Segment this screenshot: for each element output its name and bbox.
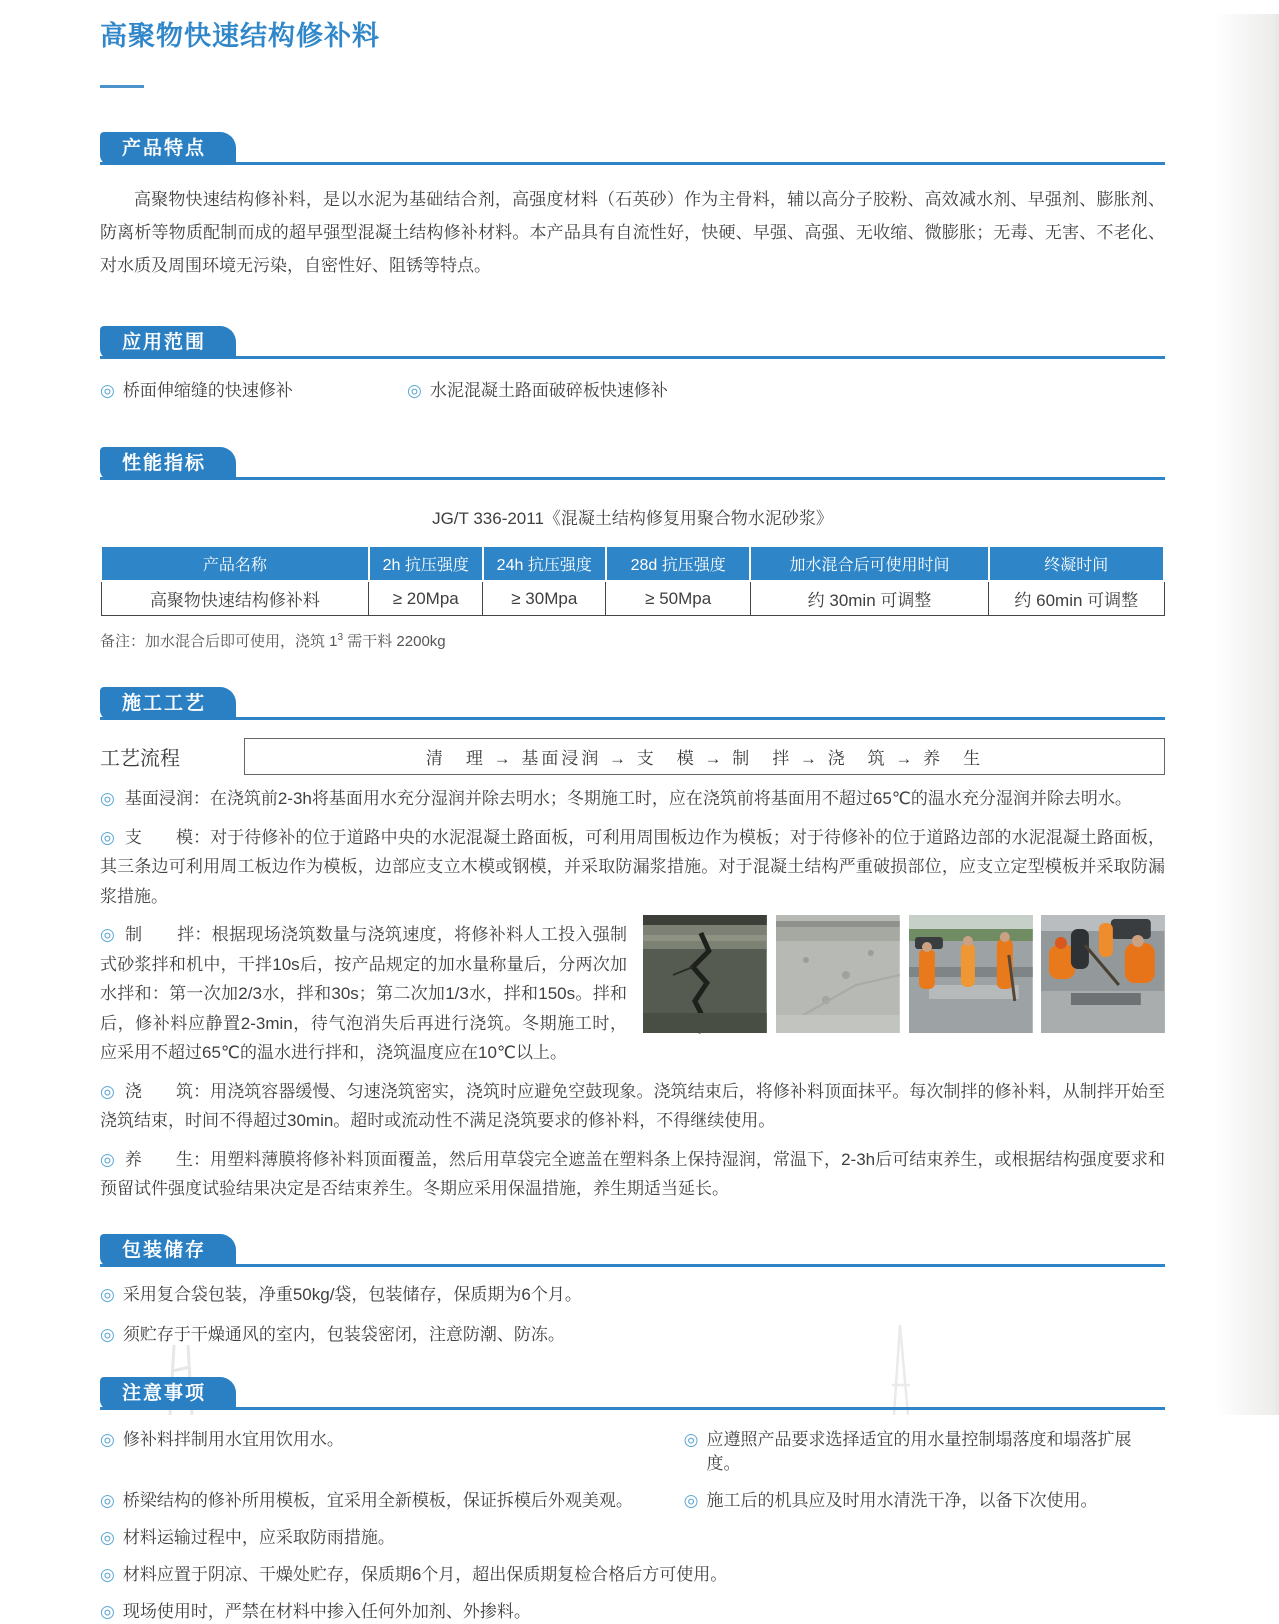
page-title: 高聚物快速结构修补料 <box>100 21 380 51</box>
table-cell: ≥ 20Mpa <box>369 581 483 616</box>
note-item-text: 现场使用时，严禁在材料中掺入任何外加剂、外掺料。 <box>122 1601 531 1621</box>
application-text: 桥面伸缩缝的快速修补 <box>122 381 293 400</box>
note-item-text: 修补料拌制用水宜用饮用水。 <box>122 1429 344 1449</box>
table-header-row <box>101 546 1164 581</box>
table-note <box>100 630 1165 651</box>
section-tab-packaging: 包装储存 <box>100 1234 236 1267</box>
table-cell: ≥ 30Mpa <box>483 581 606 616</box>
bullseye-bullet-icon: ◎ <box>683 1490 699 1510</box>
section-notes <box>100 1377 1165 1624</box>
bullseye-bullet-icon: ◎ <box>100 1429 115 1449</box>
section-tab-features: 产品特点 <box>100 132 236 165</box>
table-cell: ≥ 50Mpa <box>606 581 751 616</box>
table-cell: 约 30min 可调整 <box>750 581 988 616</box>
photo-workers-road-repair <box>909 915 1033 1033</box>
flow-diagram: 清 理 → 基面浸润 → 支 模 → 制 拌 → 浇 筑 → 养 生 <box>244 738 1165 775</box>
notes-two-column <box>100 1428 1165 1513</box>
note-item-text: 施工后的机具应及时用水清洗干净，以备下次使用。 <box>706 1490 1098 1510</box>
section-performance <box>100 447 1165 651</box>
flow-label: 工艺流程 <box>100 748 180 770</box>
note-text: 需干料 2200kg <box>343 633 446 650</box>
table-cell: 高聚物快速结构修补料 <box>101 581 369 616</box>
photo-workers-placing-mortar <box>1041 915 1165 1033</box>
table-header-cell: 24h 抗压强度 <box>483 546 606 581</box>
bullseye-bullet-icon: ◎ <box>100 1149 115 1169</box>
process-step <box>100 823 1165 912</box>
standard-reference: JG/T 336-2011《混凝土结构修复用聚合物水泥砂浆》 <box>432 509 833 528</box>
section-header-performance <box>100 447 1165 480</box>
step-label: 支 模： <box>124 827 211 847</box>
application-item <box>100 379 407 403</box>
note-item <box>100 1489 684 1513</box>
table-header-cell: 加水混合后可使用时间 <box>750 546 988 581</box>
section-features <box>100 132 1165 282</box>
section-header-features <box>100 132 1165 165</box>
packaging-text: 须贮存于干燥通风的室内，包装袋密闭，注意防潮、防冻。 <box>122 1324 565 1344</box>
note-superscript: 3 <box>337 632 344 643</box>
section-process <box>100 687 1165 1204</box>
note-item <box>100 1428 684 1476</box>
section-header-notes <box>100 1377 1165 1410</box>
note-item <box>100 1600 1165 1624</box>
process-step <box>100 784 1165 814</box>
title-underline <box>100 85 144 88</box>
note-item <box>100 1526 1165 1550</box>
step-label: 基面浸润： <box>124 789 210 808</box>
applications-list <box>100 379 1165 403</box>
process-step <box>100 1077 1165 1136</box>
bullseye-bullet-icon: ◎ <box>100 1284 115 1304</box>
application-text: 水泥混凝土路面破碎板快速修补 <box>429 381 668 400</box>
process-flow-row <box>100 738 1165 775</box>
section-header-applications <box>100 326 1165 359</box>
note-item <box>684 1428 1165 1476</box>
note-item-text: 应遵照产品要求选择适宜的用水量控制塌落度和塌落扩展度。 <box>706 1429 1132 1473</box>
bullseye-bullet-icon: ◎ <box>100 925 116 944</box>
section-tab-applications: 应用范围 <box>100 326 236 359</box>
table-header-cell: 产品名称 <box>101 546 369 581</box>
bullseye-bullet-icon: ◎ <box>100 381 115 400</box>
section-header-process <box>100 687 1165 720</box>
bullseye-bullet-icon: ◎ <box>100 1490 115 1510</box>
table-header-cell: 28d 抗压强度 <box>606 546 751 581</box>
section-header-packaging <box>100 1234 1165 1267</box>
note-item <box>100 1563 1165 1587</box>
photo-cracked-dark-pavement <box>643 915 767 1033</box>
section-applications <box>100 326 1165 403</box>
bullseye-bullet-icon: ◎ <box>407 381 422 400</box>
application-item <box>407 379 668 403</box>
bullseye-bullet-icon: ◎ <box>100 827 115 847</box>
note-item-text: 桥梁结构的修补所用模板，宜采用全新模板，保证拆模后外观美观。 <box>122 1490 633 1510</box>
note-item-text: 材料运输过程中，应采取防雨措施。 <box>122 1527 395 1547</box>
section-tab-notes: 注意事项 <box>100 1377 236 1410</box>
product-datasheet-page <box>0 14 1279 1621</box>
step-text: 用塑料薄膜将修补料顶面覆盖，然后用草袋完全遮盖在塑料条上保持湿润，常温下，2-3h后可结束养生，或根据结构强度要求和预留试件强度试验结果决定是否结束养生。冬期应采用保温措施，养生期适当延长。 <box>100 1149 1165 1198</box>
bullseye-bullet-icon: ◎ <box>100 789 115 808</box>
step-text: 在浇筑前2-3h将基面用水充分湿润并除去明水；冬期施工时，应在浇筑前将基面用不超过65℃的温水充分湿润并除去明水。 <box>209 789 1132 808</box>
section-packaging <box>100 1234 1165 1347</box>
step-text: 对于待修补的位于道路中央的水泥混凝土路面板，可利用周围板边作为模板；对于待修补的位于道路边部的水泥混凝土路面板，其三条边可利用周工板边作为模板，边部应支立木模或钢模，并采取防漏浆措施。对于混凝土结构严重破损部位，应支立定型模板并采取防漏浆措施。 <box>100 827 1165 906</box>
table-header-cell: 终凝时间 <box>989 546 1164 581</box>
table-header-cell: 2h 抗压强度 <box>369 546 483 581</box>
note-item <box>684 1489 1165 1513</box>
bullseye-bullet-icon: ◎ <box>100 1564 115 1584</box>
features-paragraph: 高聚物快速结构修补料，是以水泥为基础结合剂，高强度材料（石英砂）作为主骨料，辅以高分子胶粉、高效减水剂、早强剂、膨胀剂、防离析等物质配制而成的超早强型混凝土结构修补材料。本产品具有自流性好，快硬、早强、高强、无收缩、微膨胀；无毒、无害、不老化、对水质及周围环境无污染，自密性好、阻锈等特点。 <box>100 190 1165 275</box>
step-label: 养 生： <box>124 1149 211 1169</box>
step-text: 根据现场浇筑数量与浇筑速度，将修补料人工投入强制式砂浆拌和机中，干拌10s后，按产品规定的加水量称量后，分两次加水拌和：第一次加2/3水，拌和30s；第二次加1/3水，拌和150s。拌和后，修补料应静置2-3min，待气泡消失后再进行浇筑。冬期施工时，应采用不超过65℃的温水进行拌和，浇筑温度应在10℃以上。 <box>100 925 628 1062</box>
bullseye-bullet-icon: ◎ <box>100 1324 115 1344</box>
step-text: 用浇筑容器缓慢、匀速浇筑密实，浇筑时应避免空鼓现象。浇筑结束后，将修补料顶面抹平。每次制拌的修补料，从制拌开始至浇筑结束，时间不得超过30min。超时或流动性不满足浇筑要求的修补料，不得继续使用。 <box>100 1081 1165 1130</box>
step-label: 制 拌： <box>125 925 212 944</box>
bullseye-bullet-icon: ◎ <box>100 1527 115 1547</box>
packaging-item <box>100 1283 1165 1307</box>
process-step <box>100 1145 1165 1204</box>
note-text: 备注：加水混合后即可使用，浇筑 1 <box>100 633 338 650</box>
bullseye-bullet-icon: ◎ <box>100 1601 115 1621</box>
table-cell: 约 60min 可调整 <box>989 581 1164 616</box>
table-row <box>101 581 1164 616</box>
bullseye-bullet-icon: ◎ <box>100 1081 115 1101</box>
packaging-text: 采用复合袋包装，净重50kg/袋，包装储存，保质期为6个月。 <box>122 1284 582 1304</box>
bullseye-bullet-icon: ◎ <box>683 1429 699 1449</box>
step-label: 浇 筑： <box>124 1081 211 1101</box>
photo-concrete-surface <box>776 915 900 1033</box>
section-tab-performance: 性能指标 <box>100 447 236 480</box>
process-photo-strip <box>643 915 1165 1033</box>
performance-table <box>100 545 1165 616</box>
packaging-item <box>100 1323 1165 1347</box>
note-item-text: 材料应置于阴凉、干燥处贮存，保质期6个月，超出保质期复检合格后方可使用。 <box>122 1564 728 1584</box>
section-tab-process: 施工工艺 <box>100 687 236 720</box>
